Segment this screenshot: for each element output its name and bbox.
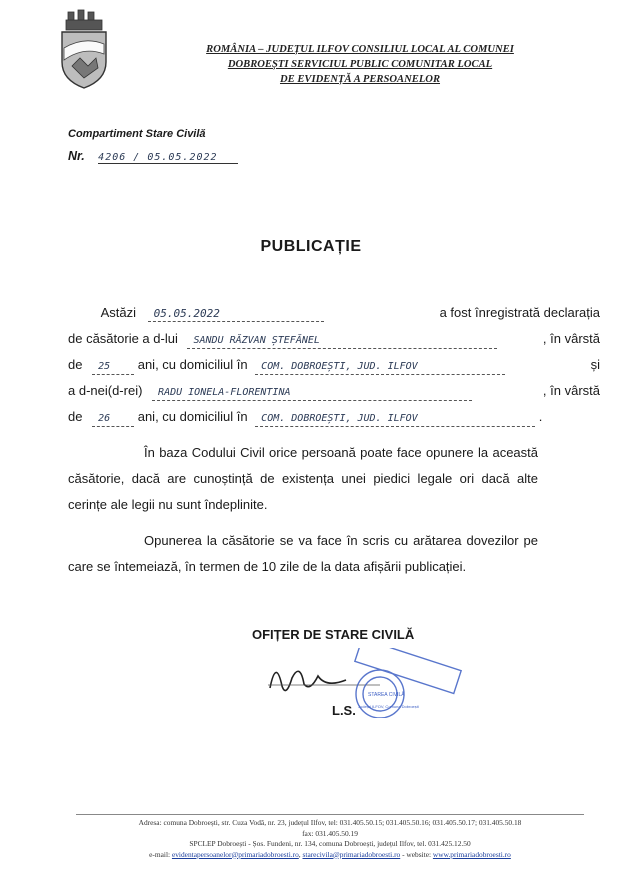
coat-of-arms-icon	[58, 8, 110, 92]
registration-label: Nr.	[68, 149, 85, 163]
page-title: PUBLICAȚIE	[260, 238, 362, 255]
institution-header	[150, 42, 570, 87]
seal-label: L.S.	[332, 703, 356, 718]
groom-address: COM. DOBROEȘTI, JUD. ILFOV	[255, 358, 505, 375]
label-de: de	[68, 357, 83, 372]
declaration-line-3	[68, 352, 610, 378]
bride-address: COM. DOBROEȘTI, JUD. ILFOV	[255, 410, 535, 427]
bride-prefix: a d-nei(d-rei)	[68, 383, 143, 398]
email-link-2[interactable]: starecivila@primariadobroesti.ro	[302, 849, 401, 859]
opposition-paragraph: În baza Codului Civil orice persoană poate face opunere la această căsătorie, dacă are cunoștință de existența unei piedici legale ori dacă alte cerințe ale legii nu sunt îndeplinite.	[68, 445, 538, 512]
stamp-line-2: Județul ILFOV, Comuna Dobroești	[358, 704, 419, 709]
header-line: ROMÂNIA – JUDEȚUL ILFOV CONSILIUL LOCAL AL COMUNEI	[206, 44, 514, 55]
footer-fax: fax: 031.405.50.19	[302, 828, 358, 838]
line-end: .	[538, 409, 543, 424]
label-astazi: Astăzi	[100, 305, 136, 320]
bride-name: RADU IONELA-FLORENTINA	[152, 384, 472, 401]
declaration-line-4	[68, 378, 610, 404]
email-label: e-mail:	[149, 849, 171, 859]
footer-address: Adresa: comuna Dobroești, str. Cuza Vodă, nr. 23, județul Ilfov, tel: 031.405.50.15; 031.405.50.16; 031.405.50.17; 031.405.50.18	[138, 818, 522, 827]
footer-spclep: SPCLEP Dobroești - Șos. Fundeni, nr. 134, comuna Dobroești, județul Ilfov, tel. 031.425.12.50	[189, 839, 471, 848]
signature-icon	[270, 671, 346, 690]
email-separator: ,	[298, 849, 301, 859]
department-label: Compartiment Stare Civilă	[68, 128, 206, 140]
website-link[interactable]: www.primariadobroesti.ro	[432, 849, 511, 859]
groom-prefix: de căsătorie a d-lui	[68, 331, 178, 346]
email-link-1[interactable]: evidentapersoanelor@primariadobroesti.ro	[171, 849, 299, 859]
label-de-2: de	[68, 409, 83, 424]
declaration	[68, 300, 610, 430]
bride-domicile-label: ani, cu domiciliul în	[137, 409, 248, 424]
header-line: DE EVIDENȚĂ A PERSOANELOR	[279, 74, 441, 85]
website-label: - website:	[402, 849, 432, 859]
footer	[60, 818, 600, 860]
officer-title: OFIȚER DE STARE CIVILĂ	[252, 627, 415, 642]
bride-age-label: , în vârstă	[542, 383, 600, 398]
footer-divider	[76, 814, 584, 815]
registration-value: 4206 / 05.05.2022	[98, 152, 238, 164]
groom-name: SANDU RĂZVAN ȘTEFĂNEL	[187, 332, 497, 349]
declaration-line-5	[68, 404, 610, 430]
declaration-date: 05.05.2022	[148, 305, 324, 322]
groom-domicile-label: ani, cu domiciliul în	[137, 357, 248, 372]
deadline-paragraph: Opunerea la căsătorie se va face în scris cu arătarea dovezilor pe care se întemeiază, în termen de 10 zile de la data afișării publicației.	[68, 533, 538, 574]
declaration-line-2	[68, 326, 610, 352]
groom-age-label: , în vârstă	[542, 331, 600, 346]
signature-stamp	[260, 648, 470, 718]
footer-contacts	[60, 850, 600, 861]
registration-number	[68, 149, 238, 164]
groom-age: 25	[92, 358, 134, 375]
registered-text: a fost înregistrată declarația	[439, 305, 600, 320]
declaration-line-1	[68, 300, 610, 326]
stamp-line-1: STAREA CIVILĂ	[368, 692, 405, 698]
header-line: DOBROEȘTI SERVICIUL PUBLIC COMUNITAR LOCAL	[227, 59, 493, 70]
bride-age: 26	[92, 410, 134, 427]
label-si: și	[590, 357, 600, 372]
